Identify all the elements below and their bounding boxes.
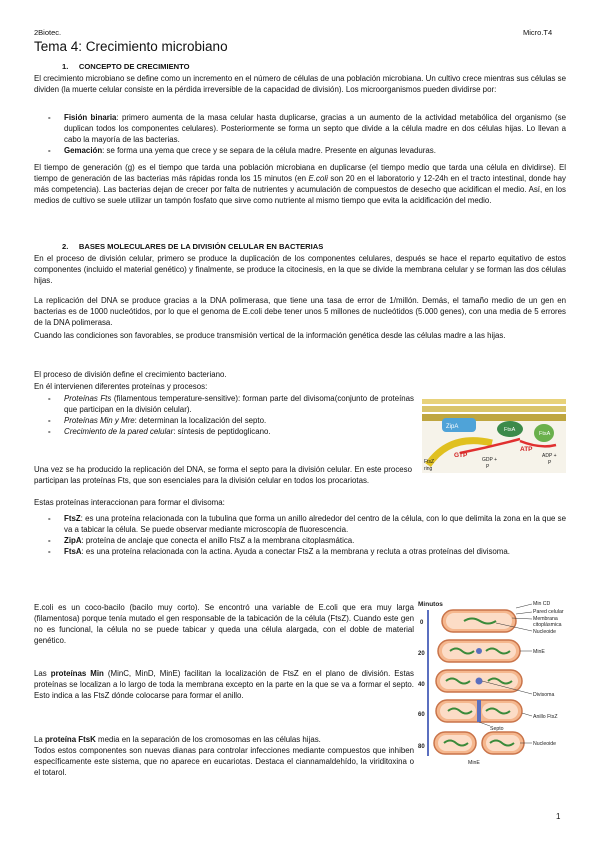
label-cytoplasmic: citoplásmica: [533, 622, 562, 628]
list-item: [34, 112, 566, 145]
minutes-label: Minutos: [418, 601, 443, 608]
paragraph: E.coli es un coco-bacilo (bacilo muy corto). Se encontró una variable de E.coli que era muy larga (filamentosa) porque tenía mutado el gen responsable de la tabicación de la célula (FtsZ). Cuando este gen no es funcional, la célula no se puede tabicar y queda una célula alargada, con el doble de material genético.: [34, 603, 414, 645]
cell-division-timeline-diagram: [416, 598, 566, 766]
definition: : es una proteína relacionada con la actina. Ayuda a conectar FtsZ a la membrana y recluta a otras proteínas del divisoma.: [81, 547, 510, 556]
time-label: 60: [418, 712, 425, 718]
text-part: La: [34, 735, 45, 744]
gtp-label: GTP: [454, 452, 468, 459]
text-part: media en la separación de los cromosomas en las células hijas.: [95, 735, 321, 744]
paragraph: Todos estos componentes son nuevas dianas para controlar infecciones mediante compuestos que inhiben específicamente este sistema, que no aparece en eucariotas. Destaca el ciannamaldehído, la viriditoxina o el totarol.: [34, 746, 414, 777]
pi-label-2: P: [548, 460, 552, 466]
cell-stage-60: [436, 700, 522, 722]
time-label: 40: [418, 682, 425, 688]
text-part: son 20 en el laboratorio y 12-24h en el tracto intestinal, donde hay más competencia). Las bacterias dejan de crecer por falta de nutrientes y acumulación de compuestos de desecho que acidifican el medio. Así, en los medios de cultivo se suele utilizar un tampón fosfato que sirve como nutriente al mismo tiempo que evita la acidificación del medio.: [34, 174, 567, 205]
definition: : síntesis de peptidoglicano.: [173, 427, 271, 436]
term: ZipA: [64, 536, 82, 545]
text-part: Las: [34, 669, 51, 678]
definition: (filamentous temperature-sensitive): forman parte del divisoma(conjunto de proteínas que participan en la división celular).: [64, 394, 414, 414]
list-item: [34, 145, 566, 156]
label-mine-2: MinE: [468, 760, 480, 766]
term: FtsZ: [64, 514, 81, 523]
list-item: [34, 393, 414, 415]
text-bold: proteínas Min: [50, 669, 104, 678]
ftsa-label-2: FtsA: [539, 431, 551, 437]
ftsz-label: FtsZ: [424, 459, 434, 465]
list-item: [34, 415, 414, 426]
label-nucleoid: Nucleoide: [533, 629, 557, 635]
division-types-list: [34, 112, 566, 156]
section-2-heading: 2. BASES MOLECULARES DE LA DIVISIÓN CELULAR EN BACTERIAS: [62, 242, 324, 251]
time-label: 80: [418, 744, 425, 750]
min-proteins-paragraph: [34, 668, 414, 701]
cell-stage-0: [442, 610, 516, 632]
outer-membrane: [422, 399, 566, 404]
term: Proteínas Min y Mre: [64, 416, 135, 425]
time-label: 20: [418, 651, 425, 657]
label-mine: MinE: [533, 649, 545, 655]
zipa-label: ZipA: [446, 424, 459, 430]
term: Proteínas Fts: [64, 394, 112, 403]
definition: : proteína de anclaje que conecta el anillo FtsZ a la membrana citoplasmática.: [81, 536, 355, 545]
paragraph: La replicación del DNA se produce gracias a la DNA polimerasa, que tiene una tasa de error de 1/millón. Demás, el tamaño medio de un gen en bacterias es de 1000 nucleótidos, por lo que el genoma de E.coli debe tener unos 5 millones de nucleótidos (5.000 genes), con una media de 5 errores de la DNA polimerasa.: [34, 296, 566, 327]
generation-time-paragraph: [34, 162, 566, 206]
ftsa-label: FtsA: [504, 427, 516, 433]
list-item: [34, 546, 566, 557]
list-item: [34, 513, 566, 535]
cell-stage-40: [436, 670, 522, 692]
paragraph: El proceso de división define el crecimiento bacteriano.: [34, 370, 227, 379]
label-cell-wall: Pared celular: [533, 609, 564, 615]
cell-stage-80: [434, 732, 524, 754]
cell-wall: [422, 406, 566, 412]
ring-label: ring: [424, 466, 433, 472]
label-ftsz-ring: Anillo FtsZ: [533, 714, 558, 720]
label-nucleoid-2: Nucleoide: [533, 741, 557, 747]
header-right: Micro.T4: [523, 28, 553, 37]
section-1-heading: 1. CONCEPTO DE CRECIMIENTO: [62, 62, 190, 71]
term: Crecimiento de la pared celular: [64, 427, 174, 436]
text-part: El tiempo de generación (g) es el tiempo que tarda una población microbiana en duplicarse (el tiempo medio que tarda una célula en dividirse). El tiempo de generación de las bacterias más rápidas ronda los 15 minutos (en: [34, 163, 566, 183]
text-part: (MinC, MinD, MinE) facilitan la localización de FtsZ en el plano de división. Estas proteínas se localizan a lo largo de toda la membrana excepto en la parte en la que se va a formar el septo. Esto indica a las FtsZ dónde colocarse para formar el anillo.: [34, 669, 415, 700]
term: FtsA: [64, 547, 82, 556]
term: Fisión binaria: [64, 113, 117, 122]
adp-label: ADP +: [542, 453, 557, 459]
cell-stage-20: [438, 640, 520, 662]
processes-list: [34, 393, 414, 437]
divisome-proteins-list: [34, 513, 566, 557]
list-item: [34, 535, 566, 546]
paragraph: En él intervienen diferentes proteínas y procesos:: [34, 382, 208, 391]
page-title: Tema 4: Crecimiento microbiano: [34, 39, 228, 54]
pi-label: P: [486, 464, 490, 470]
definition: : primero aumenta de la masa celular hasta duplicarse, gracias a un aumento de la actividad metabólica del organismo (se duplican todos los componentes celulares). Posteriormente se forma un septo que divide a la célula madre en dos células hijas. Lo llevan a cabo la mayoría de las bacterias.: [64, 113, 566, 144]
page-number: 1: [556, 812, 561, 821]
section-1-intro: El crecimiento microbiano se define como un incremento en el número de células de una población microbiana. Un cultivo crece mientras sus células se dividen (la muerte celular consiste en la pérdida irreversible de la capacidad de división). Los microorganismos pueden dividirse por:: [34, 74, 567, 94]
definition: : es una proteína relacionada con la tubulina que forma un anillo alrededor del centro de la célula, con lo que delimita la zona en la que se va a tabicar la célula. Se puede observar mediante microscopía de fluorescencia.: [64, 514, 566, 534]
label-septum: Septo: [490, 726, 504, 732]
time-label: 0: [420, 620, 424, 626]
label-divisome: Divisoma: [533, 692, 555, 698]
paragraph: Cuando las condiciones son favorables, se produce transmisión vertical de la información genética desde las células madre a las hijas.: [34, 331, 506, 340]
definition: : determinan la localización del septo.: [134, 416, 267, 425]
text-italic: E.coli: [308, 174, 328, 183]
paragraph: En el proceso de división celular, primero se produce la duplicación de los componentes celulares, después se hace el reparto equitativo de estos componentes (incluido el material genético) y finalmente, se produce la citocinesis, en la que se divide la membrana celular y se forman las dos células hijas.: [34, 254, 566, 285]
atp-label: ATP: [520, 446, 533, 453]
label-membrane: Membrana: [533, 616, 558, 622]
header-left: 2Biotec.: [34, 28, 62, 37]
label-min-cd: Min CD: [533, 601, 551, 607]
text-bold: proteína FtsK: [44, 735, 96, 744]
paragraph: Una vez se ha producido la replicación del DNA, se forma el septo para la división celular. En este proceso participan las proteínas Fts, que son esenciales para la división celular en todos los procariotas.: [34, 465, 412, 485]
list-item: [34, 426, 414, 437]
divisome-diagram: [420, 397, 568, 475]
definition: : se forma una yema que crece y se separa de la célula madre. Presente en algunas levaduras.: [102, 146, 436, 155]
ftsk-paragraph: [34, 734, 414, 745]
paragraph: Estas proteínas interaccionan para formar el divisoma:: [34, 498, 225, 507]
gdp-label: GDP +: [482, 457, 498, 463]
term: Gemación: [64, 146, 103, 155]
